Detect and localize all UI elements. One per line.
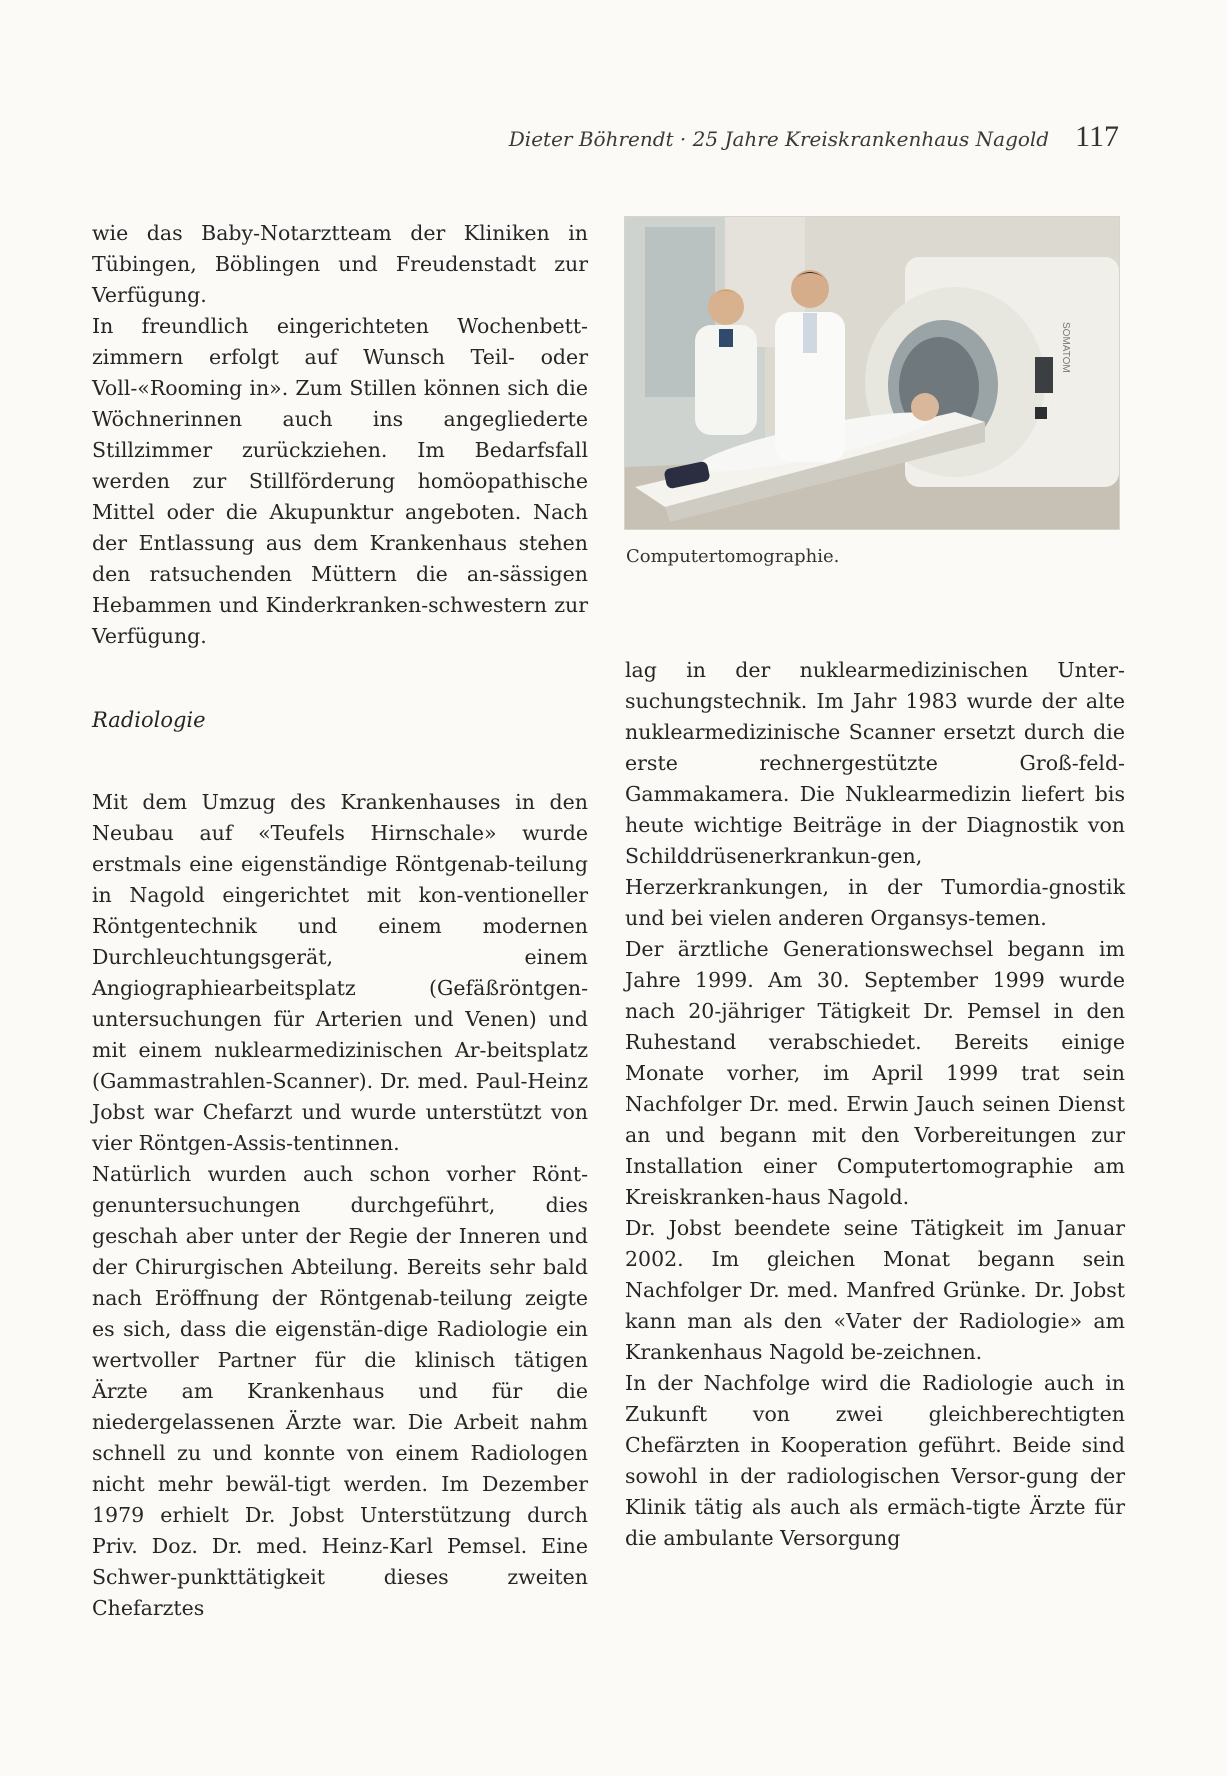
paragraph: Der ärztliche Generationswechsel begann im Jahre 1999. Am 30. September 1999 wurde nach 20-jähriger Tätigkeit Dr. Pemsel in den Ruhestand verabschiedet. Bereits einige Monate vorher, im April 1999 trat sein Nachfolger Dr. med. Erwin Jauch seinen Dienst an und begann mit den Vorbereitungen zur Installation einer Computertomographie am Kreiskranken-haus Nagold. <box>625 937 1125 1209</box>
paragraph: Mit dem Umzug des Krankenhauses in den Neubau auf «Teufels Hirnschale» wurde erstmals eine eigenständige Röntgenab-teilung in Nagold eingerichtet mit kon-ventioneller Röntgentechnik und einem modernen Durchleuchtungsgerät, einem Angiographiearbeitsplatz (Gefäßröntgen-untersuchungen für Arterien und Venen) und mit einem nuklearmedizinischen Ar-beitsplatz (Gammastrahlen-Scanner). Dr. med. Paul-Heinz Jobst war Chefarzt und wurde unterstützt von vier Röntgen-Assis-tentinnen. <box>92 790 588 1155</box>
right-column <box>625 655 1125 1554</box>
photo-caption: Computertomographie. <box>626 546 840 567</box>
photo-illustration <box>625 217 1119 529</box>
paragraph: In freundlich eingerichteten Wochenbett-zimmern erfolgt auf Wunsch Teil- oder Voll-«Rooming in». Zum Stillen können sich die Wöchnerinnen auch ins angegliederte Stillzimmer zurückziehen. Im Bedarfsfall werden zur Stillförderung homöopathische Mittel oder die Akupunktur angeboten. Nach der Entlassung aus dem Krankenhaus stehen den ratsuchenden Müttern die an-sässigen Hebammen und Kinderkranken-schwestern zur Verfügung. <box>92 314 588 648</box>
page-header <box>509 120 1119 154</box>
running-head: Dieter Böhrendt · 25 Jahre Kreiskrankenhaus Nagold <box>508 127 1050 151</box>
paragraph: In der Nachfolge wird die Radiologie auch in Zukunft von zwei gleichberechtigten Chefärzten in Kooperation geführt. Beide sind sowohl in der radiologischen Versor-gung der Klinik tätig als auch als ermäch-tigte Ärzte für die ambulante Versorgung <box>625 1371 1125 1550</box>
left-column <box>92 218 588 1624</box>
paragraph: Dr. Jobst beendete seine Tätigkeit im Januar 2002. Im gleichen Monat begann sein Nachfolger Dr. med. Manfred Grünke. Dr. Jobst kann man als den «Vater der Radiologie» am Krankenhaus Nagold be-zeichnen. <box>625 1216 1125 1364</box>
paragraph: wie das Baby-Notarztteam der Kliniken in Tübingen, Böblingen und Freudenstadt zur Verfügung. <box>92 221 588 307</box>
paragraph: lag in der nuklearmedizinischen Unter-suchungstechnik. Im Jahr 1983 wurde der alte nuklearmedizinische Scanner ersetzt durch die erste rechnergestützte Groß-feld-Gammakamera. Die Nuklearmedizin liefert bis heute wichtige Beiträge in der Diagnostik von Schilddrüsenerkrankun-gen, Herzerkrankungen, in der Tumordia-gnostik und bei vielen anderen Organsys-temen. <box>625 658 1125 930</box>
paragraph: Natürlich wurden auch schon vorher Rönt-genuntersuchungen durchgeführt, dies geschah aber unter der Regie der Inneren und der Chirurgischen Abteilung. Bereits sehr bald nach Eröffnung der Röntgenab-teilung zeigte es sich, dass die eigenstän-dige Radiologie ein wertvoller Partner für die klinisch tätigen Ärzte am Krankenhaus und für die niedergelassenen Ärzte war. Die Arbeit nahm schnell zu und konnte von einem Radiologen nicht mehr bewäl-tigt werden. Im Dezember 1979 erhielt Dr. Jobst Unterstützung durch Priv. Doz. Dr. med. Heinz-Karl Pemsel. Eine Schwer-punkttätigkeit dieses zweiten Chefarztes <box>92 1162 588 1620</box>
ct-scanner-photo <box>624 216 1120 530</box>
page-number: 117 <box>1075 120 1119 153</box>
scanner-brand-label: SOMATOM <box>1060 322 1071 373</box>
section-heading: Radiologie <box>92 708 206 732</box>
